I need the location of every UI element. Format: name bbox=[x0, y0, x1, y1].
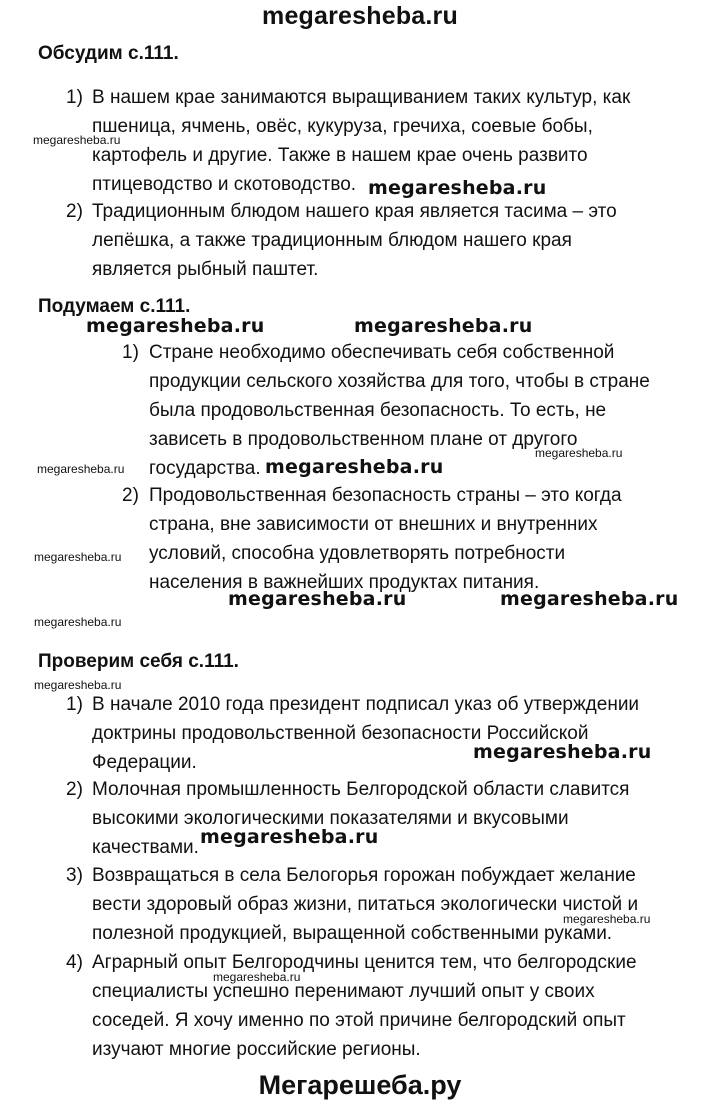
list-item-line: доктрины продовольственной безопасности Российской bbox=[92, 723, 589, 744]
list-item-number: 1) bbox=[122, 342, 139, 363]
list-item-line: изучают многие российские регионы. bbox=[92, 1039, 421, 1060]
list-item-line: Продовольственная безопасность страны – это когда bbox=[149, 485, 622, 506]
watermark: megaresheba.ru bbox=[535, 446, 623, 460]
list-item-line: является рыбный паштет. bbox=[92, 259, 319, 280]
list-item-number: 2) bbox=[66, 779, 83, 800]
list-item-line: страна, вне зависимости от внешних и внутренних bbox=[149, 514, 598, 535]
watermark: megaresheba.ru bbox=[200, 826, 379, 848]
section-heading-think: Подумаем с.111. bbox=[38, 296, 191, 317]
watermark: megaresheba.ru bbox=[34, 615, 122, 629]
watermark: megaresheba.ru bbox=[563, 912, 651, 926]
list-item-number: 1) bbox=[66, 694, 83, 715]
list-item-number: 2) bbox=[66, 201, 83, 222]
section-heading-check: Проверим себя с.111. bbox=[38, 651, 239, 672]
list-item-line: высокими экологическими показателями и вкусовыми bbox=[92, 808, 569, 829]
watermark: megaresheba.ru bbox=[473, 741, 652, 763]
list-item-line: соседей. Я хочу именно по этой причине белгородский опыт bbox=[92, 1010, 626, 1031]
list-item-line: Аграрный опыт Белгородчины ценится тем, что белгородские bbox=[92, 952, 637, 973]
list-item-line: качествами. bbox=[92, 837, 199, 858]
list-item-number: 3) bbox=[66, 865, 83, 886]
list-item-line: зависеть в продовольственном плане от другого bbox=[149, 429, 578, 450]
watermark: megaresheba.ru bbox=[265, 456, 444, 478]
watermark: megaresheba.ru bbox=[354, 315, 533, 337]
list-item-line: была продовольственная безопасность. То есть, не bbox=[149, 400, 607, 421]
list-item-line: Федерации. bbox=[92, 752, 197, 773]
watermark: megaresheba.ru bbox=[228, 588, 407, 610]
watermark: megaresheba.ru bbox=[86, 315, 265, 337]
list-item-line: В начале 2010 года президент подписал указ об утверждении bbox=[92, 694, 640, 715]
list-item-line: Молочная промышленность Белгородской области славится bbox=[92, 779, 630, 800]
list-item-line: продукции сельского хозяйства для того, чтобы в стране bbox=[149, 371, 650, 392]
list-item-line: Возвращаться в села Белогорья горожан побуждает желание bbox=[92, 865, 636, 886]
list-item-number: 4) bbox=[66, 952, 83, 973]
watermark: megaresheba.ru bbox=[34, 550, 122, 564]
list-item-line: населения в важнейших продуктах питания. bbox=[149, 572, 540, 593]
list-item-number: 1) bbox=[66, 87, 83, 108]
list-item-line: Стране необходимо обеспечивать себя собственной bbox=[149, 342, 615, 363]
list-item-line: картофель и другие. Также в нашем крае очень развито bbox=[92, 145, 588, 166]
list-item-line: условий, способна удовлетворять потребности bbox=[149, 543, 566, 564]
watermark: megaresheba.ru bbox=[500, 588, 679, 610]
footer-brand: Мегарешеба.ру bbox=[258, 1070, 462, 1100]
list-item-line: лепёшка, а также традиционным блюдом нашего края bbox=[92, 230, 572, 251]
list-item-line: пшеница, ячмень, овёс, кукуруза, гречиха, соевые бобы, bbox=[92, 116, 593, 137]
list-item-line: государства. bbox=[149, 458, 261, 479]
list-item-line: вести здоровый образ жизни, питаться экологически чистой и bbox=[92, 894, 639, 915]
list-item-line: птицеводство и скотоводство. bbox=[92, 174, 357, 195]
list-item-number: 2) bbox=[122, 485, 139, 506]
watermark: megaresheba.ru bbox=[34, 678, 122, 692]
watermark: megaresheba.ru bbox=[37, 462, 125, 476]
list-item-line: Традиционным блюдом нашего края является тасима – это bbox=[92, 201, 617, 222]
list-item-line: В нашем крае занимаются выращиванием таких культур, как bbox=[92, 87, 631, 108]
section-heading-discuss: Обсудим с.111. bbox=[38, 43, 179, 64]
list-item-line: полезной продукцией, выращенной собственными руками. bbox=[92, 923, 613, 944]
list-item-line: специалисты успешно перенимают лучший опыт у своих bbox=[92, 981, 595, 1002]
watermark: megaresheba.ru bbox=[368, 177, 547, 199]
site-title: megaresheba.ru bbox=[262, 2, 458, 30]
watermark: megaresheba.ru bbox=[213, 970, 301, 984]
watermark: megaresheba.ru bbox=[33, 133, 121, 147]
